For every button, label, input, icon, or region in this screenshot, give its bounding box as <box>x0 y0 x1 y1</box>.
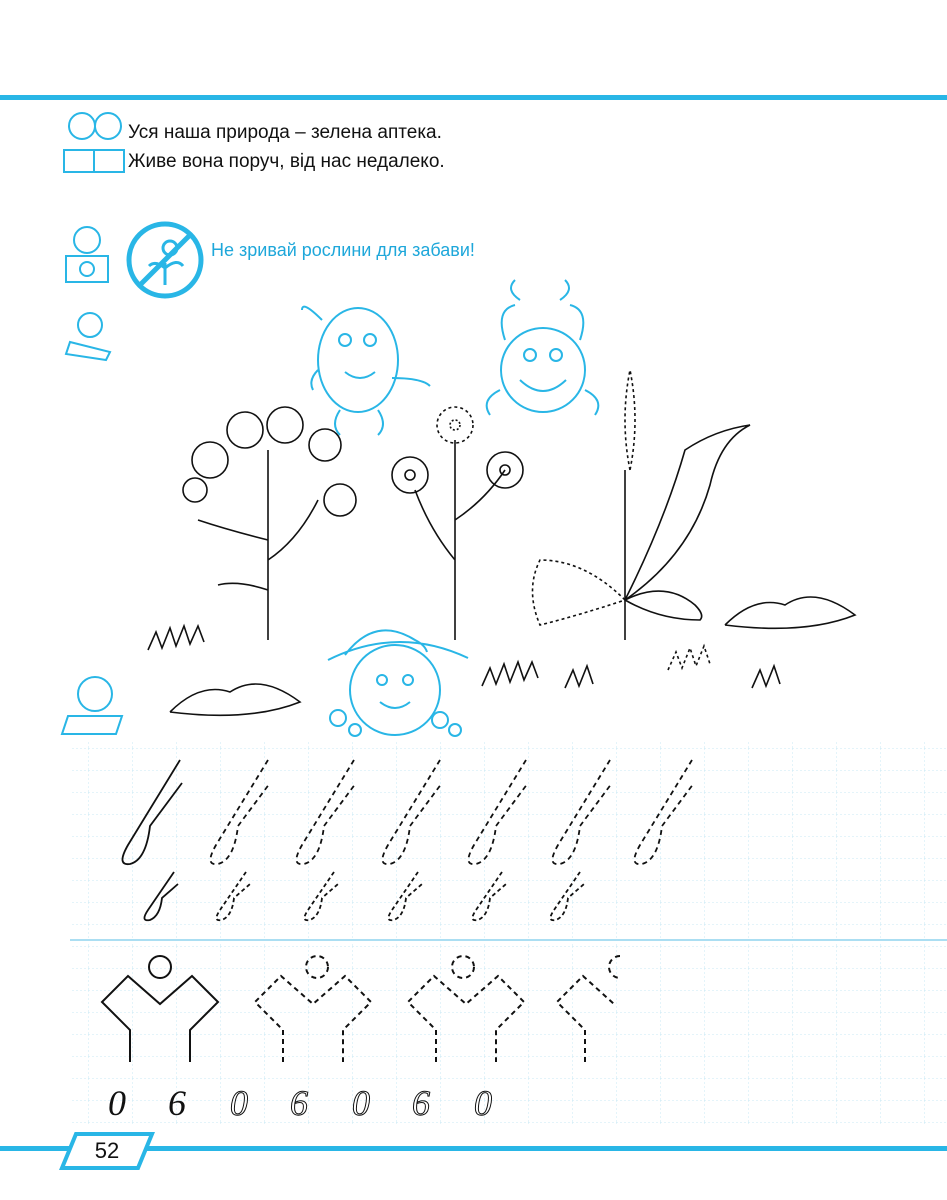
grass-tufts <box>148 597 855 715</box>
writing-grid-top <box>70 740 947 938</box>
digit-3: 0 <box>230 1083 248 1123</box>
plantain-plant <box>533 370 751 640</box>
digit-2: 6 <box>168 1083 186 1123</box>
poem-line-2: Живе вона поруч, від нас недалеко. <box>128 151 445 172</box>
daisy-plant <box>392 407 523 640</box>
yarrow-plant <box>183 407 356 640</box>
digit-7: 0 <box>474 1083 492 1123</box>
rule-caption: Не зривай рослини для забави! <box>211 240 475 260</box>
digit-5: 0 <box>352 1083 370 1123</box>
page-number-badge <box>62 1134 152 1168</box>
potato-character <box>302 307 430 435</box>
sun-character <box>487 280 599 415</box>
reading-children-icon <box>64 113 124 172</box>
digit-1: 0 <box>108 1083 126 1123</box>
digit-6: 6 <box>412 1083 430 1123</box>
drawing-child-icon <box>62 677 122 734</box>
writing-grid-bottom <box>70 944 947 1124</box>
hat-character <box>328 630 468 736</box>
page-number: 52 <box>94 1138 120 1163</box>
poem-line-1: Уся наша природа – зелена аптека. <box>128 122 442 143</box>
digit-4: 6 <box>290 1083 308 1123</box>
poem <box>128 118 445 176</box>
child-with-flower-icon <box>66 227 108 282</box>
writing-child-icon <box>66 313 110 360</box>
no-picking-flowers-icon <box>129 224 201 296</box>
